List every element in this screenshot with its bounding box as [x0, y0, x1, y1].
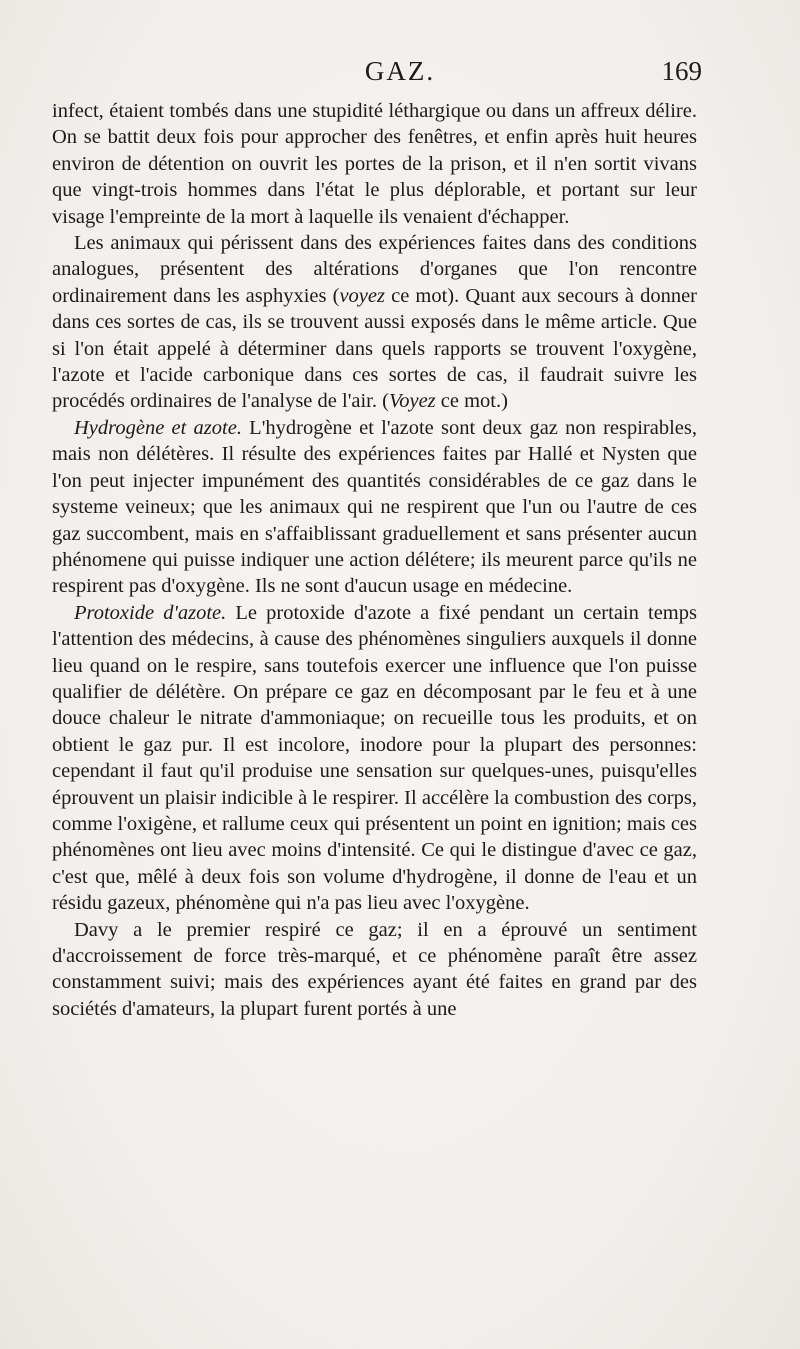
- italic-ref: voyez: [339, 284, 385, 307]
- paragraph-text: L'hydrogène et l'azote sont deux gaz non respirables, mais non délétères. Il résulte des expériences faites par Hallé et Nysten que l'on peut injecter impunément des quantités considérables de ce gaz dans le systeme veineux; que les animaux qui ne respirent que l'un ou l'autre de ces gaz succombent, mais en s'affaiblissant graduellement et sans présenter aucun phénomene qui puisse indiquer une action délétere; ils meurent parce qu'ils ne respirent pas d'oxygène. Ils ne sont d'aucun usage en médecine.: [52, 416, 697, 598]
- paragraph-text: ce mot). Quant aux secours à donner dans ces sortes de cas, ils se trouvent aussi exposés dans le même article. Que si l'on était appelé à déterminer dans quels rapports se trouvent l'oxygène, l'azote et l'acide carbonique dans ces sortes de cas, il faudrait suivre les procédés ordinaires de l'analyse de l'air. (: [52, 284, 697, 413]
- paragraph-text: Le protoxide d'azote a fixé pendant un certain temps l'attention des médecins, à cause des phénomènes singuliers auxquels il donne lieu quand on le respire, sans toutefois exercer une influence que l'on puisse qualifier de délétère. On prépare ce gaz en décomposant par le feu et à une douce chaleur le nitrate d'ammoniaque; on recueille tous les produits, et on obtient le gaz pur. Il est incolore, inodore pour la plupart des personnes: cependant il faut qu'il produise une sensation sur quelques-unes, puisqu'elles éprouvent un plaisir indicible à le respirer. Il accélère la combustion des corps, comme l'oxigène, et rallume ceux qui présentent un point en ignition; mais ces phénomènes ont lieu avec moins d'intensité. Ce qui le distingue d'avec ce gaz, c'est que, mêlé à deux fois son volume d'hydrogène, il donne de l'eau et un résidu gazeux, phénomène qui n'a pas lieu avec l'oxygène.: [52, 601, 697, 915]
- running-head: GAZ.: [364, 56, 436, 86]
- paragraph-davy: [52, 917, 697, 1023]
- page-header: [0, 56, 800, 96]
- paragraph-text: Davy a le premier respiré ce gaz; il en a éprouvé un sentiment d'accroissement de force très-marqué, et ce phénomène paraît être assez constamment suivi; mais des expériences ayant été faites en grand par des sociétés d'amateurs, la plupart furent portés à une: [52, 918, 697, 1020]
- paragraph-continuation: [52, 98, 697, 230]
- italic-ref: Voyez: [388, 390, 436, 413]
- paragraph-text: infect, étaient tombés dans une stupidité léthargique ou dans un affreux délire. On se battit deux fois pour approcher des fenêtres, et enfin après huit heures environ de détention on ouvrit les portes de la prison, et il n'en sortit vivans que vingt-trois hommes dans l'état le plus déplorable, et portant sur leur visage l'empreinte de la mort à laquelle ils venaient d'échapper.: [52, 100, 697, 228]
- section-heading: Hydrogène et azote.: [74, 416, 242, 439]
- paragraph-hydrogene: [52, 415, 697, 600]
- paragraph-animaux: [52, 230, 697, 415]
- paragraph-text: Les animaux qui périssent dans des expériences faites dans des conditions analogues, présentent des altérations d'organes que l'on rencontre ordinairement dans les asphyxies (: [52, 232, 697, 307]
- page-number: 169: [661, 56, 702, 86]
- paragraph-text: ce mot.): [435, 390, 508, 413]
- section-heading: Protoxide d'azote.: [74, 601, 227, 624]
- paragraph-protoxide: [52, 600, 697, 917]
- body-text: [52, 98, 697, 1022]
